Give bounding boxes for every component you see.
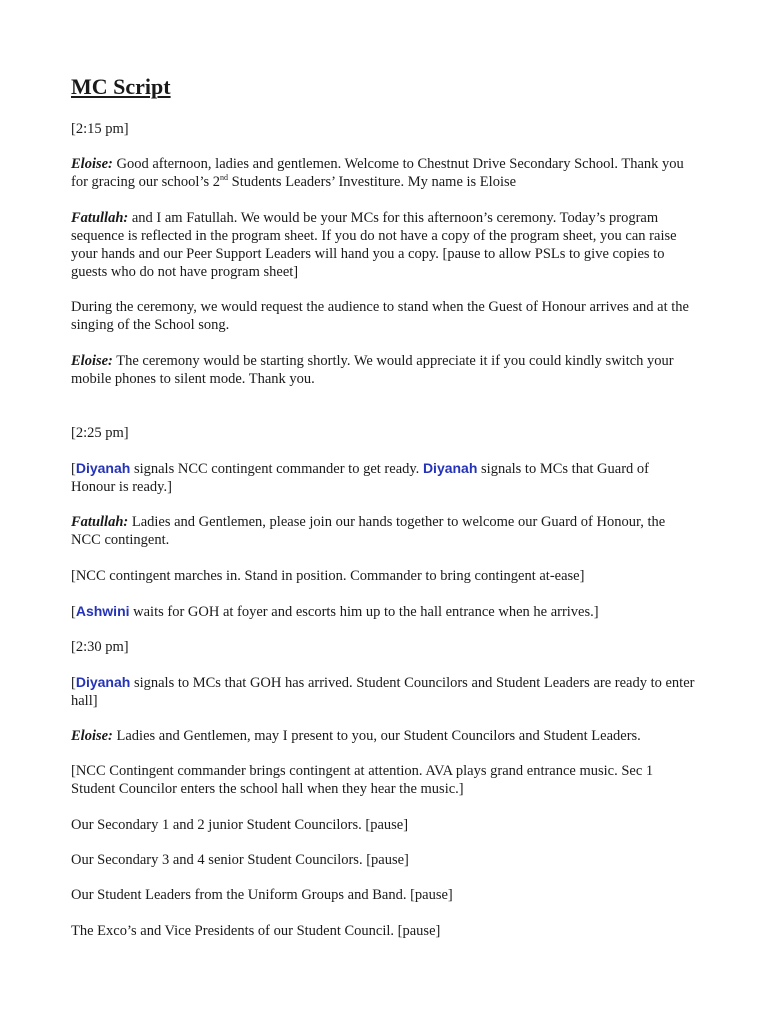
paragraph-text: and I am Fatullah. We would be your MCs for this afternoon’s ceremony. Today’s program sequence is reflected in the program sheet. If you do not have a copy of the program sheet, you can raise your hands and our Peer Support Leaders will hand you a copy. [pause to allow PSLs to give copies to guests who do not have program sheet] bbox=[71, 210, 677, 280]
bracket: [ bbox=[71, 604, 76, 620]
paragraph-ncc-marches: [NCC contingent marches in. Stand in position. Commander to bring contingent at-ease] bbox=[71, 568, 585, 584]
paragraph-eloise-phones bbox=[71, 352, 696, 388]
speaker-label: Eloise: bbox=[71, 156, 113, 172]
name-highlight: Diyanah bbox=[75, 460, 131, 476]
timestamp-215: [2:15 pm] bbox=[71, 121, 129, 137]
timestamp-225: [2:25 pm] bbox=[71, 425, 129, 441]
paragraph-text: signals to MCs that GOH has arrived. Student Councilors and Student Leaders are ready to enter hall] bbox=[71, 675, 695, 709]
paragraph-audience-request: During the ceremony, we would request the audience to stand when the Guest of Honour arrives and at the singing of the School song. bbox=[71, 299, 689, 333]
paragraph-senior-councilors: Our Secondary 3 and 4 senior Student Councilors. [pause] bbox=[71, 852, 409, 868]
paragraph-text: signals to MCs that Guard of Honour is ready.] bbox=[71, 461, 649, 495]
speaker-label: Fatullah: bbox=[71, 514, 129, 530]
ordinal-suffix: nd bbox=[220, 173, 228, 183]
paragraph-ncc-attention: [NCC Contingent commander brings contingent at attention. AVA plays grand entrance music. Sec 1 Student Councilor enters the school hall when they hear the music.] bbox=[71, 763, 654, 797]
name-highlight: Diyanah bbox=[422, 460, 478, 476]
speaker-label: Eloise: bbox=[71, 353, 113, 369]
paragraph-exco: The Exco’s and Vice Presidents of our Student Council. [pause] bbox=[71, 923, 441, 939]
paragraph-fatullah-intro bbox=[71, 209, 696, 281]
paragraph-text: Ladies and Gentlemen, please join our hands together to welcome our Guard of Honour, the NCC contingent. bbox=[71, 514, 666, 548]
paragraph-text: Students Leaders’ Investiture. My name is Eloise bbox=[228, 174, 517, 190]
paragraph-text: Ladies and Gentlemen, may I present to you, our Student Councilors and Student Leaders. bbox=[112, 728, 641, 744]
paragraph-diyanah-signals bbox=[71, 459, 696, 496]
page-title: MC Script bbox=[71, 74, 171, 99]
bracket: [ bbox=[71, 461, 76, 477]
bracket: [ bbox=[71, 675, 76, 691]
name-highlight: Ashwini bbox=[75, 603, 130, 619]
paragraph-text: signals NCC contingent commander to get ready. bbox=[130, 461, 423, 477]
paragraph-diyanah-goh bbox=[71, 673, 696, 710]
paragraph-fatullah-guard bbox=[71, 513, 696, 549]
name-highlight: Diyanah bbox=[75, 674, 131, 690]
paragraph-ashwini-waits bbox=[71, 602, 696, 621]
paragraph-text: waits for GOH at foyer and escorts him up to the hall entrance when he arrives.] bbox=[129, 604, 599, 620]
paragraph-junior-councilors: Our Secondary 1 and 2 junior Student Councilors. [pause] bbox=[71, 817, 409, 833]
timestamp-230: [2:30 pm] bbox=[71, 639, 129, 655]
paragraph-uniform-groups: Our Student Leaders from the Uniform Groups and Band. [pause] bbox=[71, 887, 453, 903]
paragraph-text: Good afternoon, ladies and gentlemen. Welcome to Chestnut Drive Secondary School. Thank you for gracing our school’s 2 bbox=[71, 156, 684, 190]
speaker-label: Fatullah: bbox=[71, 210, 129, 226]
paragraph-eloise-welcome bbox=[71, 155, 696, 191]
paragraph-text: The ceremony would be starting shortly. We would appreciate it if you could kindly switch your mobile phones to silent mode. Thank you. bbox=[71, 353, 674, 387]
speaker-label: Eloise: bbox=[71, 728, 113, 744]
paragraph-eloise-present bbox=[71, 727, 696, 745]
